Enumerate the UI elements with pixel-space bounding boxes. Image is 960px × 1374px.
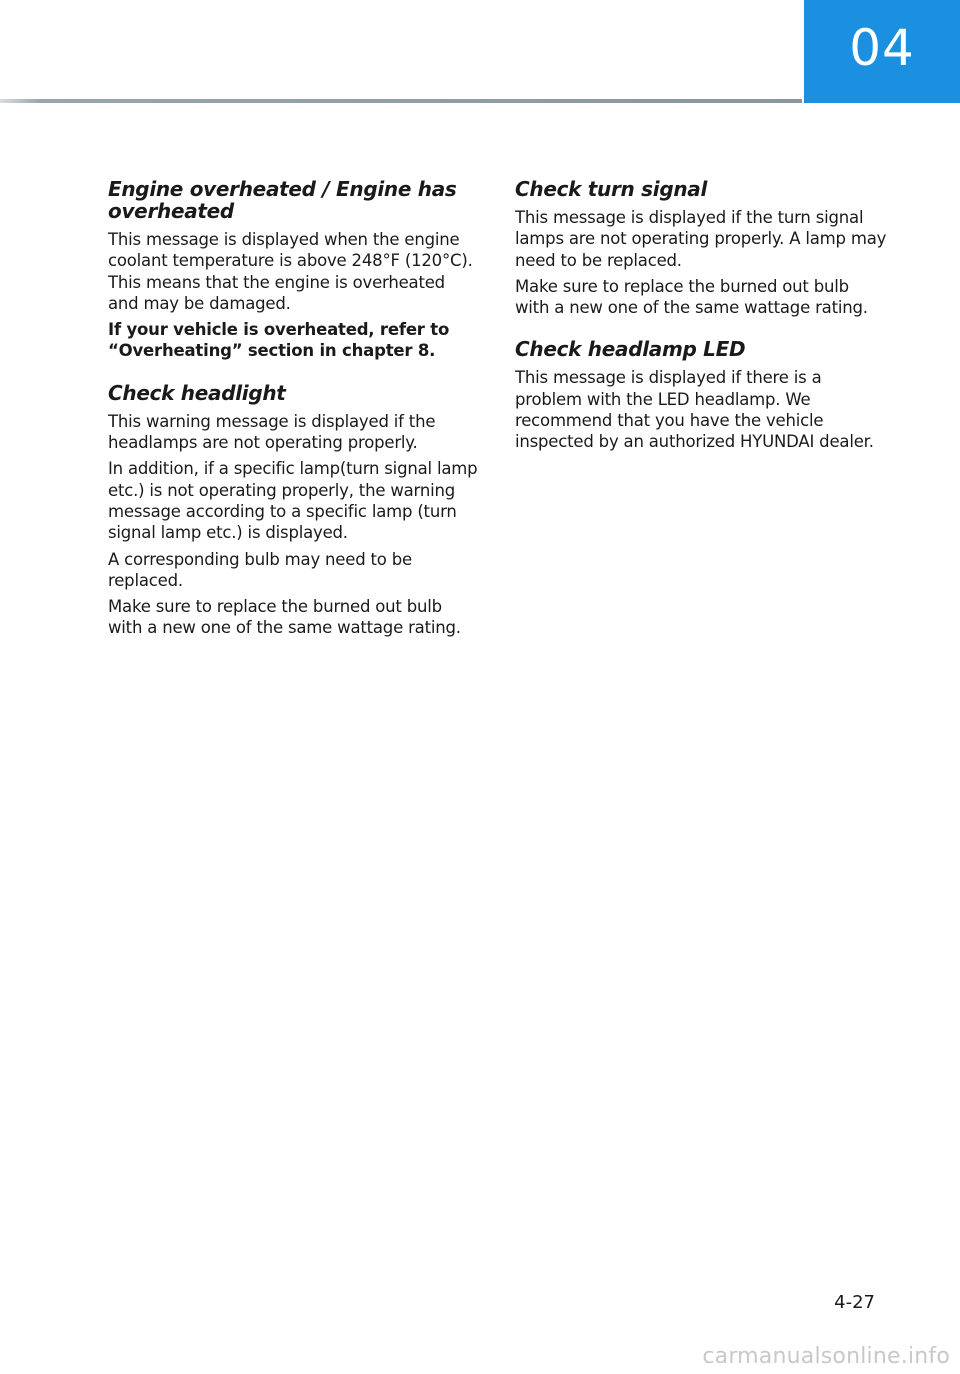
paragraph: This warning message is displayed if the headlamps are not operating properly. [108, 411, 436, 453]
section-check-turn-signal [515, 178, 887, 318]
section-title: Check turn signal [515, 177, 708, 201]
paragraph: Make sure to replace the burned out bulb with a new one of the same wattage rating. [108, 597, 461, 638]
paragraph: This message is displayed if the turn signal lamps are not operating properly. A lamp may need to be replaced. [515, 208, 887, 270]
header-divider [0, 99, 802, 103]
chapter-tab [804, 0, 960, 103]
bold-note: If your vehicle is overheated, refer to “Overheating” section in chapter 8. [108, 320, 450, 361]
section-title: Check headlight [108, 380, 286, 405]
watermark: carmanualsonline.info [702, 1344, 950, 1369]
paragraph: Make sure to replace the burned out bulb with a new one of the same wattage rating. [515, 276, 868, 318]
paragraph: A corresponding bulb may need to be replaced. [108, 549, 412, 590]
section-engine-overheated [108, 178, 480, 362]
page-number: 4-27 [834, 1292, 875, 1313]
right-column [515, 178, 887, 473]
section-check-headlamp-led [515, 338, 887, 452]
left-column [108, 178, 480, 659]
paragraph: In addition, if a specific lamp(turn signal lamp etc.) is not operating properly, the warning message according to a specific lamp (turn signal lamp etc.) is displayed. [108, 459, 478, 543]
section-title: Check headlamp LED [515, 337, 746, 362]
paragraph: This message is displayed if there is a problem with the LED headlamp. We recommend that you have the vehicle inspected by an authorized HYUNDAI dealer. [515, 368, 874, 452]
paragraph: This message is displayed when the engine coolant temperature is above 248°F (120°C). This means that the engine is overheated and may be damaged. [108, 230, 473, 313]
chapter-number: 04 [849, 18, 915, 77]
section-title: Engine overheated / Engine has overheated [108, 177, 457, 223]
section-check-headlight [108, 382, 480, 639]
